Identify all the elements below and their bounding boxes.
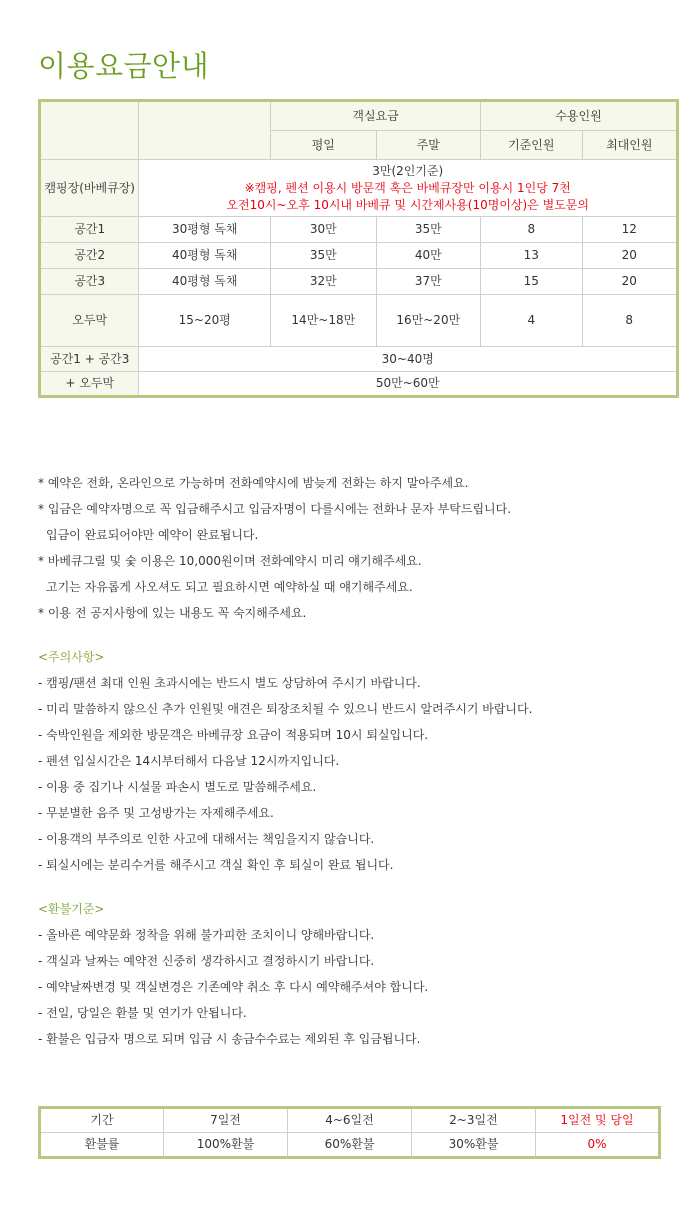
table-row — [40, 269, 678, 295]
caution-item: - 무분별한 음주 및 고성방가는 자제해주세요. — [38, 806, 274, 820]
combo-price: 50만~60만 — [139, 372, 678, 397]
refund-head-1day: 1일전 및 당일 — [536, 1108, 660, 1133]
price-table — [38, 99, 679, 398]
table-row — [40, 243, 678, 269]
header-weekday: 평일 — [271, 131, 376, 160]
header-capacity: 수용인원 — [481, 101, 678, 131]
refund-rate-row — [40, 1133, 660, 1158]
note-line: 고기는 자유롭게 사오셔도 되고 필요하시면 예약하실 때 얘기해주세요. — [46, 580, 413, 594]
max-people: 20 — [582, 269, 678, 295]
combo-capacity: 30~40명 — [139, 347, 678, 372]
caution-title: <주의사항> — [38, 650, 105, 664]
refund-rate-label: 환불률 — [40, 1133, 164, 1158]
camping-info — [139, 160, 678, 217]
room-name: 오두막 — [40, 295, 139, 347]
camping-note-2: 오전10시~오후 10시내 바베큐 및 시간제사용(10명이상)은 별도문의 — [226, 197, 589, 212]
caution-item: - 숙박인원을 제외한 방문객은 바베큐장 요금이 적용되며 10시 퇴실입니다. — [38, 728, 429, 742]
refund-rate-4-6days: 60%환불 — [288, 1133, 412, 1158]
refund-head-7days: 7일전 — [164, 1108, 288, 1133]
refund-rate-1day: 0% — [536, 1133, 660, 1158]
table-row — [40, 217, 678, 243]
room-type: 15~20평 — [139, 295, 271, 347]
weekday-price: 32만 — [271, 269, 376, 295]
caution-item: - 이용 중 집기나 시설물 파손시 별도로 말씀해주세요. — [38, 780, 317, 794]
room-type: 40평형 독채 — [139, 243, 271, 269]
page-title: 이용요금안내 — [38, 49, 210, 83]
note-line: * 예약은 전화, 온라인으로 가능하며 전화예약시에 밤늦게 전화는 하지 말아주세요. — [38, 476, 469, 490]
header-max-people: 최대인원 — [582, 131, 678, 160]
refund-title: <환불기준> — [38, 902, 105, 916]
caution-item: - 캠핑/팬션 최대 인원 초과시에는 반드시 별도 상담하여 주시기 바랍니다. — [38, 676, 421, 690]
caution-item: - 퇴실시에는 분리수거를 해주시고 객실 확인 후 퇴실이 완료 됩니다. — [38, 858, 394, 872]
caution-item: - 이용객의 부주의로 인한 사고에 대해서는 책임을지지 않습니다. — [38, 832, 375, 846]
combo-label-1: 공간1 + 공간3 — [40, 347, 139, 372]
note-line: 입금이 완료되어야만 예약이 완료됩니다. — [46, 528, 259, 542]
camping-note: ※캠핑, 펜션 이용시 방문객 혹은 바베큐장만 이용시 1인당 7천 — [244, 180, 571, 195]
note-line: * 바베큐그릴 및 숯 이용은 10,000원이며 전화예약시 미리 얘기해주세요. — [38, 554, 422, 568]
refund-rate-2-3days: 30%환불 — [412, 1133, 536, 1158]
max-people: 20 — [582, 243, 678, 269]
base-people: 15 — [481, 269, 582, 295]
room-type: 40평형 독채 — [139, 269, 271, 295]
base-people: 4 — [481, 295, 582, 347]
note-line: * 이용 전 공지사항에 있는 내용도 꼭 숙지해주세요. — [38, 606, 307, 620]
weekday-price: 14만~18만 — [271, 295, 376, 347]
table-row — [40, 295, 678, 347]
header-empty-2 — [139, 101, 271, 160]
refund-head-period: 기간 — [40, 1108, 164, 1133]
base-people: 8 — [481, 217, 582, 243]
note-line: * 입금은 예약자명으로 꼭 입금해주시고 입금자명이 다를시에는 전화나 문자 부탁드립니다. — [38, 502, 512, 516]
refund-item: - 올바른 예약문화 정착을 위해 불가피한 조치이니 양해바랍니다. — [38, 928, 375, 942]
refund-item: - 예약날짜변경 및 객실변경은 기존예약 취소 후 다시 예약해주셔야 합니다. — [38, 980, 429, 994]
combo-label-2: + 오두막 — [40, 372, 139, 397]
max-people: 8 — [582, 295, 678, 347]
room-name: 공간3 — [40, 269, 139, 295]
refund-head-2-3days: 2~3일전 — [412, 1108, 536, 1133]
refund-item: - 객실과 날짜는 예약전 신중히 생각하시고 결정하시기 바랍니다. — [38, 954, 375, 968]
refund-header-row — [40, 1108, 660, 1133]
header-empty-1 — [40, 101, 139, 160]
weekend-price: 40만 — [376, 243, 480, 269]
max-people: 12 — [582, 217, 678, 243]
header-room-rate: 객실요금 — [271, 101, 481, 131]
base-people: 13 — [481, 243, 582, 269]
refund-item: - 환불은 입금자 명으로 되며 입금 시 송금수수료는 제외된 후 입금됩니다. — [38, 1032, 421, 1046]
notes-section — [38, 470, 678, 1052]
camping-label: 캠핑장(바베큐장) — [40, 160, 139, 217]
room-name: 공간1 — [40, 217, 139, 243]
weekday-price: 30만 — [271, 217, 376, 243]
camping-price: 3만(2인기준) — [372, 163, 444, 178]
caution-item: - 미리 말씀하지 않으신 추가 인원및 애견은 퇴장조치될 수 있으니 반드시 알려주시기 바랍니다. — [38, 702, 533, 716]
weekend-price: 37만 — [376, 269, 480, 295]
refund-rate-7days: 100%환불 — [164, 1133, 288, 1158]
weekend-price: 16만~20만 — [376, 295, 480, 347]
weekend-price: 35만 — [376, 217, 480, 243]
room-name: 공간2 — [40, 243, 139, 269]
refund-head-4-6days: 4~6일전 — [288, 1108, 412, 1133]
caution-item: - 펜션 입실시간은 14시부터해서 다음날 12시까지입니다. — [38, 754, 340, 768]
refund-table — [38, 1106, 661, 1159]
refund-item: - 전일, 당일은 환불 및 연기가 안됩니다. — [38, 1006, 247, 1020]
header-base-people: 기준인원 — [481, 131, 582, 160]
room-type: 30평형 독채 — [139, 217, 271, 243]
weekday-price: 35만 — [271, 243, 376, 269]
header-weekend: 주말 — [376, 131, 480, 160]
